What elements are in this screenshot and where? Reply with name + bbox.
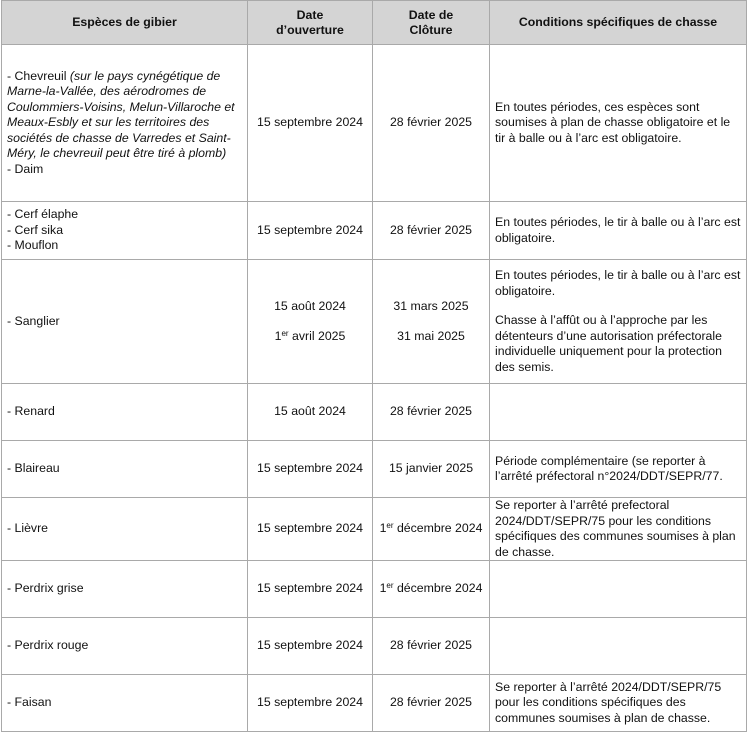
opening-date-cell: 15 septembre 2024 [248, 45, 373, 202]
conditions-cell: Se reporter à l’arrêté prefectoral 2024/DDT/SEPR/75 pour les conditions spécifiques des communes soumises à plan de chasse. [490, 498, 747, 561]
header-opening-date: Date d’ouverture [248, 1, 373, 45]
table-row [2, 618, 747, 675]
table-row [2, 384, 747, 441]
opening-date-cell: 15 septembre 2024 [248, 498, 373, 561]
conditions-cell: En toutes périodes, ces espèces sont soumises à plan de chasse obligatoire et le tir à balle ou à l’arc est obligatoire. [490, 45, 747, 202]
opening-date-cell: 15 septembre 2024 [248, 675, 373, 732]
species-cell: - Blaireau [2, 441, 248, 498]
table-row [2, 675, 747, 732]
opening-date-cell: 15 septembre 2024 [248, 618, 373, 675]
conditions-cell [490, 561, 747, 618]
closing-date-cell: 28 février 2025 [373, 675, 490, 732]
closing-date-cell: 1er décembre 2024 [373, 561, 490, 618]
header-species: Espèces de gibier [2, 1, 248, 45]
species-cell: - Perdrix grise [2, 561, 248, 618]
header-conditions: Conditions spécifiques de chasse [490, 1, 747, 45]
closing-date-cell: 1er décembre 2024 [373, 498, 490, 561]
header-closing-date: Date de Clôture [373, 1, 490, 45]
opening-date-cell: 15 août 2024 1er avril 2025 [248, 260, 373, 384]
table-row [2, 260, 747, 384]
hunting-dates-table [1, 0, 747, 732]
table-header-row [2, 1, 747, 45]
table-row [2, 561, 747, 618]
species-cell: - Sanglier [2, 260, 248, 384]
species-note: (sur le pays cynégétique de Marne-la-Vallée, des aérodromes de Coulommiers-Voisins, Melun-Villaroche et Meaux-Esbly et sur les territoires des sociétés de chasse de Varredes et Saint-Méry, le chevreuil peut être tiré à plomb) [7, 68, 235, 161]
closing-date-cell: 28 février 2025 [373, 618, 490, 675]
conditions-cell [490, 618, 747, 675]
closing-date-cell: 15 janvier 2025 [373, 441, 490, 498]
species-cell: - Renard [2, 384, 248, 441]
conditions-cell: Période complémentaire (se reporter à l’arrêté préfectoral n°2024/DDT/SEPR/77. [490, 441, 747, 498]
conditions-cell: En toutes périodes, le tir à balle ou à l’arc est obligatoire. Chasse à l’affût ou à l’approche par les détenteurs d’une autorisation préfectorale individuelle uniquement pour la protection des semis. [490, 260, 747, 384]
conditions-cell: Se reporter à l’arrêté 2024/DDT/SEPR/75 pour les conditions spécifiques des communes soumises à plan de chasse. [490, 675, 747, 732]
species-cell: - Perdrix rouge [2, 618, 248, 675]
conditions-cell: En toutes périodes, le tir à balle ou à l’arc est obligatoire. [490, 202, 747, 260]
table-row [2, 498, 747, 561]
opening-date-cell: 15 septembre 2024 [248, 202, 373, 260]
table-row [2, 441, 747, 498]
species-cell: - Lièvre [2, 498, 248, 561]
opening-date-cell: 15 septembre 2024 [248, 441, 373, 498]
closing-date-cell: 28 février 2025 [373, 45, 490, 202]
species-cell: - Faisan [2, 675, 248, 732]
opening-date-cell: 15 août 2024 [248, 384, 373, 441]
closing-date-cell: 28 février 2025 [373, 202, 490, 260]
closing-date-cell: 28 février 2025 [373, 384, 490, 441]
conditions-cell [490, 384, 747, 441]
opening-date-cell: 15 septembre 2024 [248, 561, 373, 618]
closing-date-cell: 31 mars 2025 31 mai 2025 [373, 260, 490, 384]
species-cell: - Chevreuil (sur le pays cynégétique de Marne-la-Vallée, des aérodromes de Coulommiers-Voisins, Melun-Villaroche et Meaux-Esbly et sur les territoires des sociétés de chasse de Varredes et Saint-Méry, le chevreuil peut être tiré à plomb) - Daim [2, 45, 248, 202]
species-cell: - Cerf élaphe - Cerf sika - Mouflon [2, 202, 248, 260]
table-row [2, 45, 747, 202]
table-row [2, 202, 747, 260]
